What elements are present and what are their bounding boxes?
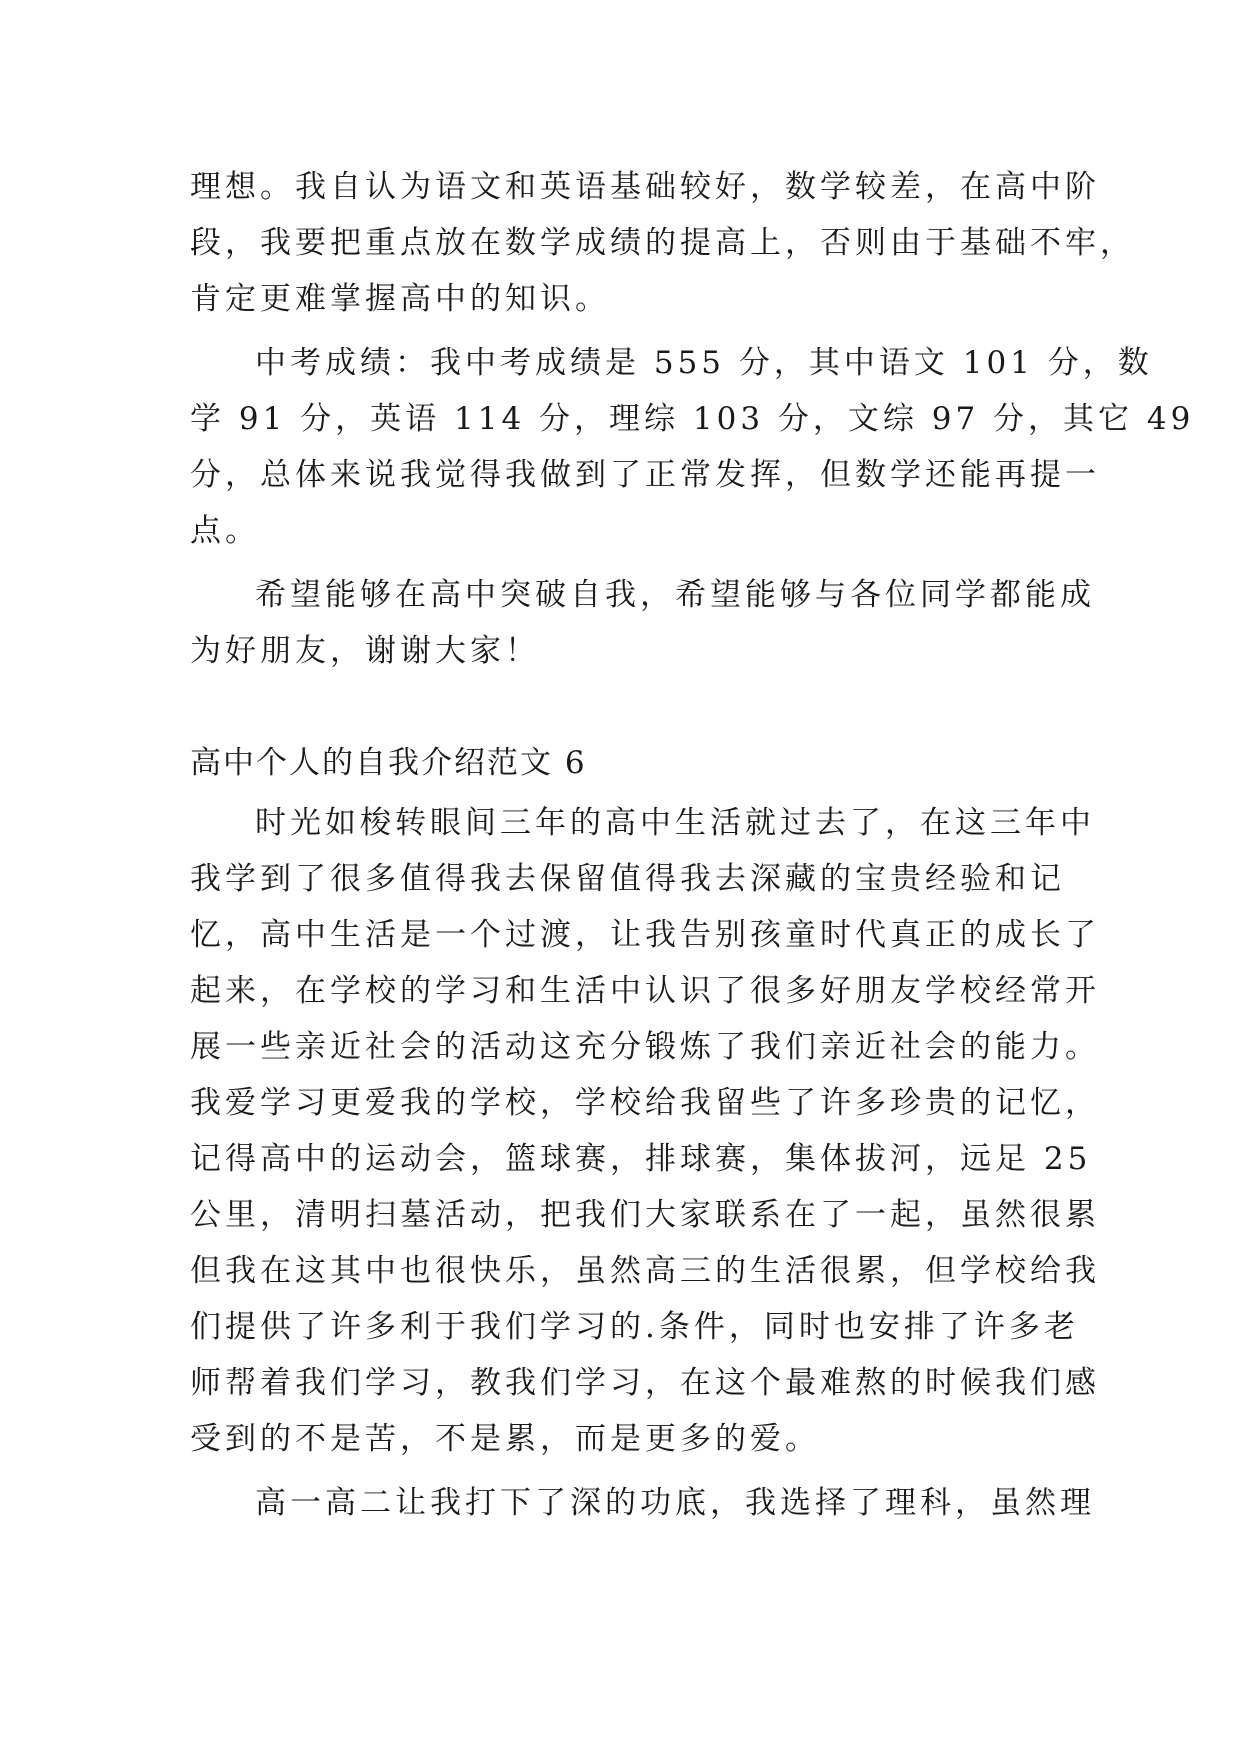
paragraph-line: 点。	[190, 513, 260, 549]
paragraph-line: 理想。我自认为语文和英语基础较好，数学较差，在高中阶	[190, 169, 1100, 205]
section-heading: 高中个人的自我介绍范文 6	[190, 745, 587, 781]
paragraph-line: 展一些亲近社会的活动这充分锻炼了我们亲近社会的能力。	[190, 1029, 1100, 1065]
paragraph-line: 段，我要把重点放在数学成绩的提高上，否则由于基础不牢，	[190, 225, 1135, 261]
paragraph-line: 我爱学习更爱我的学校，学校给我留些了许多珍贵的记忆，	[190, 1085, 1100, 1121]
paragraph-line: 但我在这其中也很快乐，虽然高三的生活很累，但学校给我	[190, 1253, 1100, 1289]
paragraph-line: 起来，在学校的学习和生活中认识了很多好朋友学校经常开	[190, 973, 1100, 1009]
paragraph-line: 时光如梭转眼间三年的高中生活就过去了，在这三年中	[255, 805, 1095, 841]
paragraph-line: 分，总体来说我觉得我做到了正常发挥，但数学还能再提一	[190, 457, 1100, 493]
paragraph-line: 高一高二让我打下了深的功底，我选择了理科，虽然理	[255, 1485, 1095, 1521]
paragraph-line: 公里，清明扫墓活动，把我们大家联系在了一起，虽然很累	[190, 1197, 1100, 1233]
paragraph-line: 为好朋友，谢谢大家！	[190, 633, 540, 669]
paragraph-line: 中考成绩：我中考成绩是 555 分，其中语文 101 分，数	[255, 345, 1153, 381]
paragraph-line: 们提供了许多利于我们学习的.条件，同时也安排了许多老	[190, 1309, 1079, 1345]
paragraph-line: 肯定更难掌握高中的知识。	[190, 281, 610, 317]
paragraph-line: 我学到了很多值得我去保留值得我去深藏的宝贵经验和记	[190, 861, 1065, 897]
paragraph-line: 受到的不是苦，不是累，而是更多的爱。	[190, 1421, 820, 1457]
paragraph-line: 师帮着我们学习，教我们学习，在这个最难熬的时候我们感	[190, 1365, 1100, 1401]
paragraph-line: 希望能够在高中突破自我，希望能够与各位同学都能成	[255, 577, 1095, 613]
paragraph-line: 记得高中的运动会，篮球赛，排球赛，集体拔河，远足 25	[190, 1141, 1092, 1177]
paragraph-line: 学 91 分，英语 114 分，理综 103 分，文综 97 分，其它 49	[190, 401, 1195, 437]
paragraph-line: 忆，高中生活是一个过渡，让我告别孩童时代真正的成长了	[190, 917, 1100, 953]
